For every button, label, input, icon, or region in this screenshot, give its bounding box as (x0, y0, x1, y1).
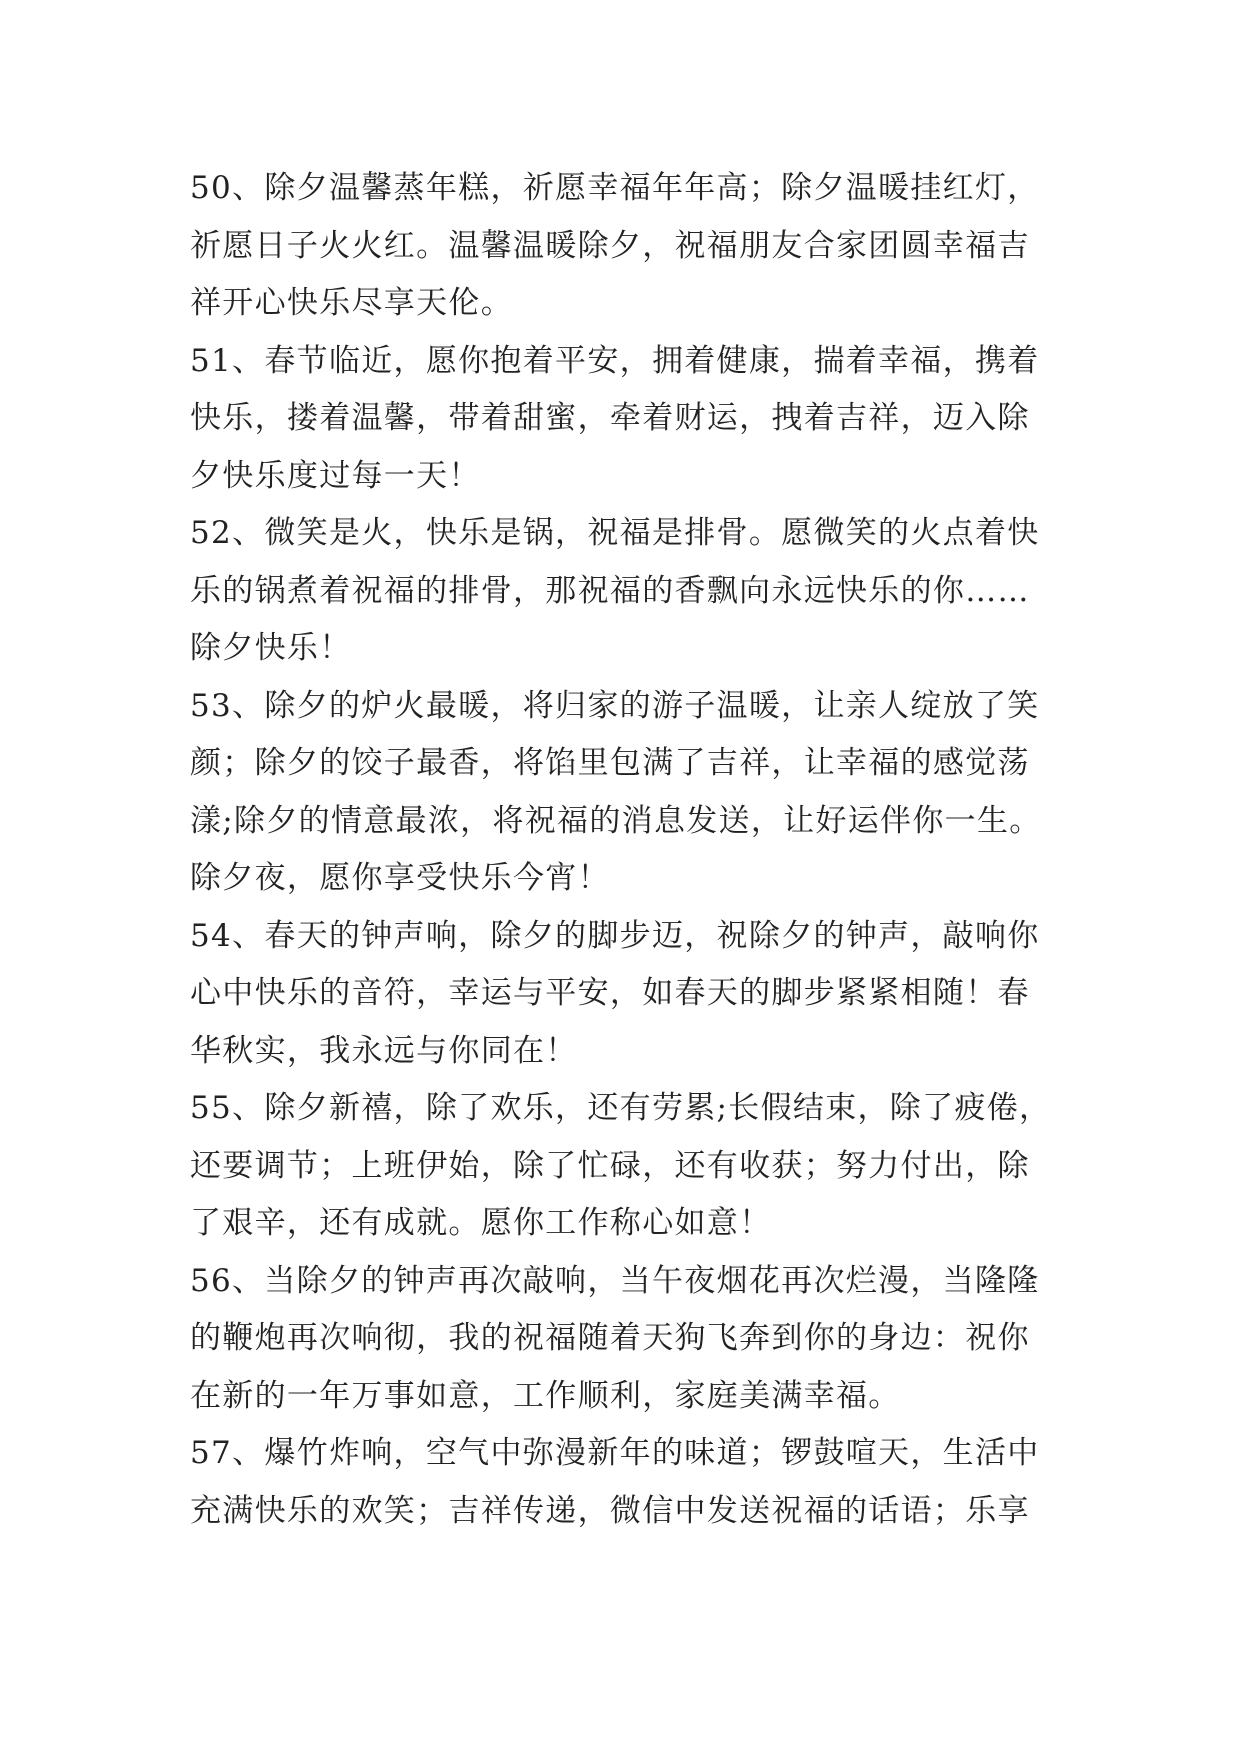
text-line: 乐的锅煮着祝福的排骨，那祝福的香飘向永远快乐的你…… (190, 572, 1030, 609)
text-line: 漾;除夕的情意最浓，将祝福的消息发送，让好运伴你一生。 (190, 802, 1042, 839)
text-line: 55、除夕新禧，除了欢乐，还有劳累;长假结束，除了疲倦， (190, 1090, 1052, 1126)
text-line: 夕快乐度过每一天！ (190, 457, 481, 494)
text-line: 祈愿日子火火红。温馨温暖除夕，祝福朋友合家团圆幸福吉 (190, 227, 1030, 264)
text-line: 52、微笑是火，快乐是锅，祝福是排骨。愿微笑的火点着快 (190, 515, 1040, 551)
text-line: 在新的一年万事如意，工作顺利，家庭美满幸福。 (190, 1377, 901, 1414)
text-line: 53、除夕的炉火最暖，将归家的游子温暖，让亲人绽放了笑 (190, 687, 1040, 724)
text-line: 56、当除夕的钟声再次敲响，当午夜烟花再次烂漫，当隆隆 (190, 1262, 1040, 1299)
text-line: 还要调节；上班伊始，除了忙碌，还有收获；努力付出，除 (190, 1147, 1030, 1184)
text-line: 除夕夜，愿你享受快乐今宵！ (190, 860, 610, 896)
document-body (190, 160, 1050, 1540)
text-line: 50、除夕温馨蒸年糕，祈愿幸福年年高；除夕温暖挂红灯， (190, 170, 1040, 206)
text-line: 54、春天的钟声响，除夕的脚步迈，祝除夕的钟声，敲响你 (190, 917, 1040, 954)
text-line: 的鞭炮再次响彻，我的祝福随着天狗飞奔到你的身边：祝你 (190, 1320, 1030, 1356)
text-line: 快乐，搂着温馨，带着甜蜜，牵着财运，拽着吉祥，迈入除 (190, 400, 1030, 436)
text-line: 华秋实，我永远与你同在！ (190, 1032, 578, 1069)
text-line: 充满快乐的欢笑；吉祥传递，微信中发送祝福的话语；乐享 (190, 1492, 1030, 1529)
text-line: 了艰辛，还有成就。愿你工作称心如意！ (190, 1205, 772, 1241)
text-line: 祥开心快乐尽享天伦。 (190, 285, 513, 321)
text-line: 颜；除夕的饺子最香，将馅里包满了吉祥，让幸福的感觉荡 (190, 745, 1030, 781)
text-line: 除夕快乐！ (190, 630, 352, 666)
text-line: 心中快乐的音符，幸运与平安，如春天的脚步紧紧相随！春 (190, 975, 1030, 1011)
text-line: 51、春节临近，愿你抱着平安，拥着健康，揣着幸福，携着 (190, 342, 1040, 379)
text-line: 57、爆竹炸响，空气中弥漫新年的味道；锣鼓喧天，生活中 (190, 1435, 1040, 1471)
